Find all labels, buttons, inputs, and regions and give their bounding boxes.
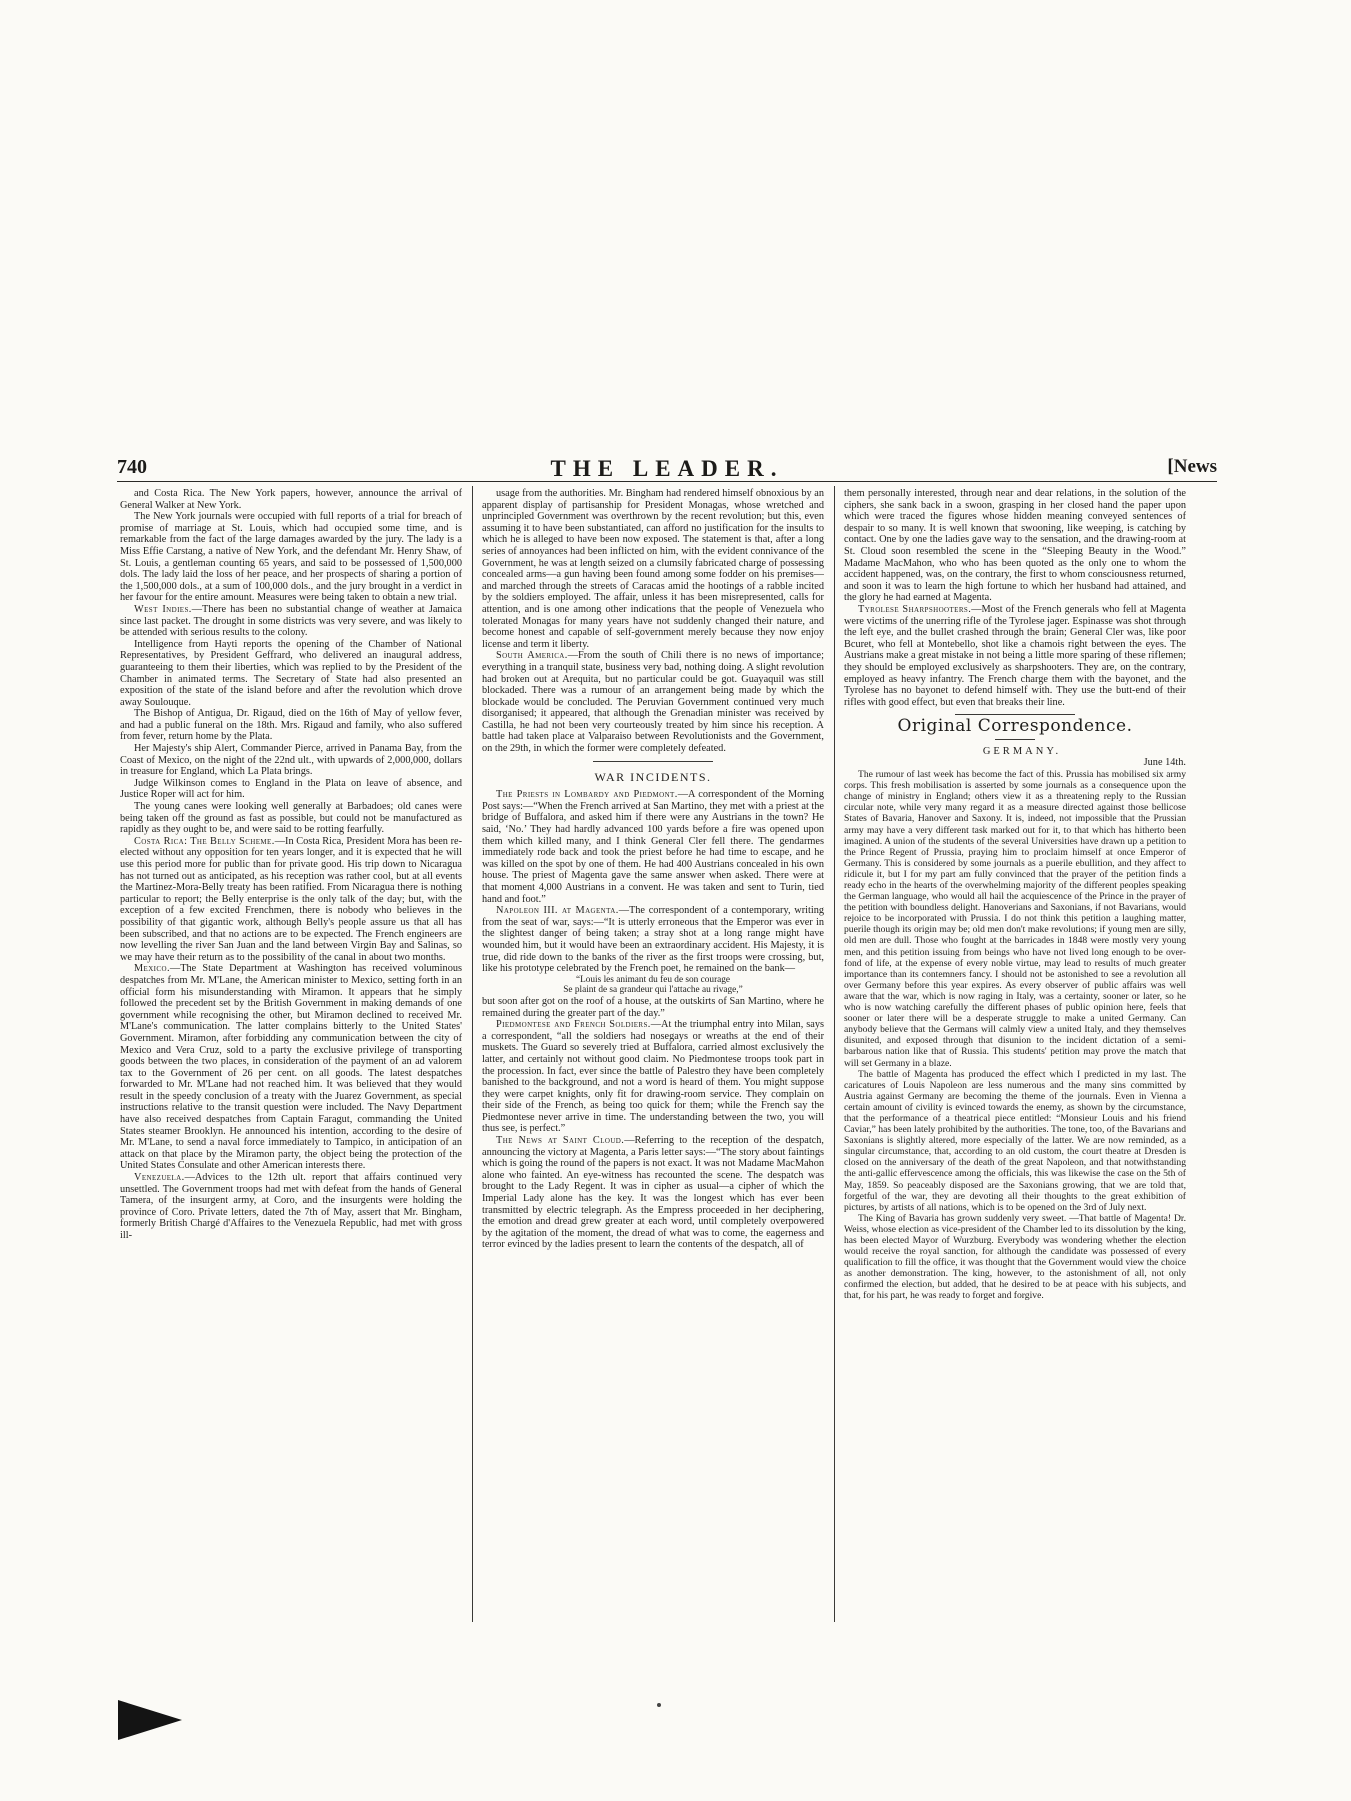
paragraph-text: but soon after got on the roof of a house, at the outskirts of San Martino, where he remained during the greater part of the day.” <box>482 995 824 1019</box>
paragraph-text: and Costa Rica. The New York papers, however, announce the arrival of General Walker at New York. <box>120 488 462 511</box>
article-paragraph <box>120 639 462 709</box>
column-3 <box>844 488 1186 1688</box>
article-paragraph <box>120 604 462 639</box>
article-paragraph <box>120 743 462 778</box>
paragraph-text: usage from the authorities. Mr. Bingham had rendered himself obnoxious by an apparent display of partisanship for President Monagas, whose wretched and unprincipled Government was overthrown by the recent revolution; but this, even assuming it to have been substantiated, can afford no justification for the insults to which he is alleged to have been now exposed. The statement is that, after a long series of annoyances had been inflicted on him, with the evident connivance of the Government, he was at length seized on a clumsily fabricated charge of possessing concealed arms—a gun having been found among some fodder on his premises—and marched through the streets of Caracas amid the hootings of a rabble incited by the soldiers employed. The affair, unless it has been misrepresented, calls for attention, and is one among other indications that the people of Venezuela who tolerated Monagas for many years have not suddenly changed their nature, and become honest and capable of self-government merely because they now enjoy license and term it liberty. <box>482 488 824 650</box>
divider <box>955 714 1075 715</box>
paragraph-lead: South America. <box>496 650 568 662</box>
paragraph-text: Intelligence from Hayti reports the opening of the Chamber of National Representatives, by President Geffrard, who delivered an inaugural address, guaranteeing to them their liberties, which was replied to by the President of the Chamber in animated terms. The Secretary of State had also presented an exposition of the state of the island before and after the revolution which drove away Soulouque. <box>120 638 462 708</box>
article-paragraph <box>120 801 462 836</box>
paragraph-text: Her Majesty's ship Alert, Commander Pierce, arrived in Panama Bay, from the Coast of Mexico, on the night of the 22nd ult., with upwards of 2,000,000, dollars in treasure for England, which La Plata brings. <box>120 743 462 778</box>
article-paragraph <box>482 650 824 754</box>
verse-line: Se plaint de sa grandeur qui l'attache au rivage,” <box>563 985 743 996</box>
paragraph-text: —In Costa Rica, President Mora has been re-elected without any opposition for ten years longer, and it is expected that he will use this period more for public than for private good. His trip down to Nicaragua has not turned out as anticipated, as his reception was rather cool, but at all events the Martinez-Mora-Belly treaty has been ratified. From Nicaragua there is nothing particular to report; the Belly enterprise is the only talk of the day; but, with the exception of a few excited Frenchmen, there is nobody who believes in the possibility of that gigantic work, although Belly's people assure us that all has been subscribed, and that no actions are to be expected. The French engineers are now levelling the river San Juan and the land between Virgin Bay and Salinas, so we may have their return as to the possibility of the canal in about two months. <box>120 835 462 963</box>
correspondence-heading: Original Correspondence. <box>897 716 1133 737</box>
article-paragraph <box>482 905 824 975</box>
paragraph-text: —At the triumphal entry into Milan, says a correspondent, “all the soldiers had nosegays or wreaths at the end of their muskets. The Guard so severely tried at Buffalora, carried almost exclusively the latter, and certainly not without good claim. No Piedmontese troops took part in the procession. In fact, ever since the battle of Palestro they have been completely banished to the background, and not a word is heard of them. You might suppose they were carpet knights, only fit for drawing-room service. They complain on their side of the French, as being too quick for them; while the French say the Piedmontese never arrive in time. The understanding between the two, you will thus see, is perfect.” <box>482 1019 824 1135</box>
paragraph-text: The rumour of last week has become the fact of this. Prussia has mobilised six army corps. This fresh mobilisation is asserted by some journals as a consequence upon the change of ministry in England; others view it as a threatening reply to the Russian circular note, while very many regard it as a measure directed against those bellicose States of Bavaria, Hanover and Saxony. It is, indeed, not impossible that the Prussian army may have a very different task marked out for it, to that which has hitherto been imagined. A union of the students of the several Universities have drawn up a petition to the Prince Regent of Prussia, praying him to proclaim himself at once Emperor of Germany. This is considered by some journals as a puerile ebullition, and they affect to ridicule it, but I for my part am fully convinced that the prayer of the petition finds a ready echo in the hearts of the overwhelming majority of the different peoples speaking the German language, who would all hail the acquiescence of the Prince in the prayer of the petition with boundless delight. Hanoverians and Saxonians, if not Bavarians, would rejoice to be incorporated with Prussia. I do not think this petition a laughing matter, puerile though its origin may be; old men don't make revolutions; if young men are silly, old men are dull. Those who fought at the barricades in 1848 were mostly very young men, and this petition issuing from beings who have not lived long enough to be over-fond of life, at the expense of every noble virtue, may lead to results of much greater importance than its contemners fancy. I should not be astonished to see a revolution all over Germany before this year expires. As every observer of public affairs was well aware that the war, which is now raging in Italy, was a certainty, sooner or later, so he who is now watching carefully the different phases of public opinion here, feels that sooner or later there will be a desperate struggle to make a united Germany. Can anybody believe that the Germans will calmly view a united Italy, and they themselves disunited, and exposed through that disunion to the incident dictation of a semi-barbarous nation like that of Russia. This students' petition may prove the match that will set Germany in a blaze. <box>844 769 1186 1069</box>
paragraph-text: —Most of the French generals who fell at Magenta were victims of the unerring rifle of the Tyrolese jager. Espinasse was shot through the left eye, and the bullet crashed through the brain; General Cler was, like poor Bcuret, who fell at Montebello, shot like a chamois right between the eyes. The Austrians make a great mistake in not being a little more sparing of these riflemen; they should be employed exclusively as sharpshooters. They are, on the contrary, employed as heavy infantry. The French charge them with the bayonet, and the Tyrolese has no bayonet to defend himself with. They use the butt-end of their rifles with good effect, but even that breaks their line. <box>844 603 1186 708</box>
paragraph-lead: Piedmontese and French Soldiers. <box>496 1019 651 1031</box>
column-1 <box>120 488 462 1688</box>
article-paragraph <box>120 708 462 743</box>
column-rule <box>834 486 835 1622</box>
paragraph-text: The Bishop of Antigua, Dr. Rigaud, died on the 16th of May of yellow fever, and had a public funeral on the 18th. Mrs. Rigaud and family, who also suffered from fever, return home by the Plata. <box>120 708 462 743</box>
paragraph-lead: Napoleon III. at Magenta. <box>496 905 619 917</box>
newspaper-title: THE LEADER. <box>550 456 784 481</box>
article-paragraph <box>844 488 1186 604</box>
paragraph-text: Judge Wilkinson comes to England in the Plata on leave of absence, and Justice Roper will act for him. <box>120 777 462 801</box>
paragraph-text: —A correspondent of the Morning Post says:—“When the French arrived at San Martino, they met with a priest at the bridge of Buffalora, and asked him if there were any Austrians in the town? He said, ‘No.’ They had hardly advanced 100 yards before a fire was opened upon them which killed many, and I think General Cler fell there. The gendarmes immediately rode back and took the priest before he had time to escape, and he was killed on the spot by one of them. He had 400 Austrians concealed in his own house. The priest of Magenta gave the same answer when asked. There were at that moment 4,000 Austrians in a convent. He was taken and sent to Turin, tied hand and foot.” <box>482 789 824 905</box>
article-paragraph <box>844 769 1186 1069</box>
article-paragraph <box>482 1135 824 1251</box>
paragraph-text: The young canes were looking well generally at Barbadoes; old canes were being taken off the ground as fast as possible, but could not be manufactured as rapidly as they ought to be, and were said to be rotting fearfully. <box>120 801 462 836</box>
correspondence-date: June 14th. <box>1143 757 1186 769</box>
column-rule <box>472 486 473 1622</box>
article-paragraph <box>120 963 462 1172</box>
article-paragraph <box>120 488 462 511</box>
paragraph-lead: Costa Rica: The Belly Scheme. <box>134 835 275 847</box>
divider <box>593 761 713 762</box>
article-paragraph <box>844 1069 1186 1213</box>
page-number: 740 <box>117 456 147 478</box>
article-paragraph <box>844 604 1186 708</box>
paragraph-text: —The State Department at Washington has received voluminous despatches from Mr. M'Lane, the American minister to Mexico, setting forth in an official form his misunderstanding with Miramon. It appears that he simply followed the precedent set by the British Government in making demands of one government while recognising the other, but Miramon declined to received Mr. M'Lane's communication. The latter complains bitterly to the United States' Government. Miramon, after forbidding any communication between the city of Mexico and Vera Cruz, sold to a party the exclusive privilege of transporting goods between the two places, in consideration of the payment of an ad valorem tax to the Government of 26 per cent. on all goods. The latest despatches forwarded to Mr. M'Lane had not reached him. It was believed that they would result in the speedy conclusion of a treaty with the Juarez Government, as special instructions relative to the transit question were included. The Navy Department have also received despatches from Captain Faragut, commanding the United States steamer Brooklyn. He announced his intention, according to the desire of Mr. M'Lane, to send a naval force immediately to Tampico, in anticipation of an attack on that place by the Miramon party, the object being the protection of the United States Consulate and other American interests there. <box>120 963 462 1172</box>
divider <box>995 739 1035 740</box>
paragraph-lead: Venezuela. <box>134 1172 185 1184</box>
article-paragraph <box>482 1019 824 1135</box>
masthead <box>117 456 1217 482</box>
paragraph-lead: The Priests in Lombardy and Piedmont. <box>496 789 678 801</box>
article-paragraph <box>844 1213 1186 1302</box>
article-paragraph <box>482 996 824 1019</box>
page-marker-arrow <box>118 1700 182 1740</box>
article-paragraph <box>120 511 462 604</box>
article-paragraph <box>120 836 462 964</box>
paragraph-text: —Advices to the 12th ult. report that affairs continued very unsettled. The Government troops had met with defeat from the hands of General Tamera, of the insurgent army, at Coro, and the insurgents were holding the province of Coro. Private letters, dated the 7th of May, assert that Mr. Bingham, formerly British Chargé d'Affaires to the Venezuela Republic, had met with gross ill- <box>120 1172 462 1241</box>
ink-spot <box>657 1703 661 1707</box>
paragraph-text: The battle of Magenta has produced the effect which I predicted in my last. The caricatures of Louis Napoleon are less numerous and the many sins committed by Austria against Germany are becoming the theme of the journals. Even in Vienna a certain amount of civility is evinced towards the enemy, as shown by the circumstance, that the performance of a theatrical piece entitled: “Monsieur Louis and his friend Caviar,” has been lately prohibited by the authorities. The tone, too, of the Bavarians and Saxonians is slightly altered, more especially of the latter. We are now reminded, as a singular circumstance, that, according to an old custom, the court theatre at Dresden is closed on the anniversary of the death of the great Napoleon, and that notwithstanding the anti-gallic effervescence among the officials, this was likewise the case on the 5th of May, 1859. So peaceably disposed are the Saxonians growing, that we are told that, forgetful of the war, they are devoting all their thoughts to the great exhibition of pictures, by artists of all nations, which is to be opened on the 3rd of July next. <box>844 1068 1186 1213</box>
paragraph-text: them personally interested, through near and dear relations, in the solution of the ciphers, she sank back in a swoon, grasping in her closed hand the paper upon which were traced the figures whose hidden meaning conveyed sentences of despair to so many. It is well known that swooning, like weeping, is catching by contact. One by one the ladies gave way to the sensation, and the drawing-room at St. Cloud soon resembled the scene in the “Sleeping Beauty in the Wood.” Madame MacMahon, who who has been quoted as the only one to whom the accident happened, was, on the contrary, the first to whom consciousness returned, and soon it was to learn the high fortune to which her husband had attained, and the glory he had earned at Magenta. <box>844 488 1186 604</box>
correspondence-country: GERMANY. <box>982 745 1062 757</box>
paragraph-lead: West Indies. <box>134 603 192 615</box>
article-paragraph <box>120 1172 462 1242</box>
paragraph-text: The King of Bavaria has grown suddenly very sweet. —That battle of Magenta! Dr. Weiss, whose election as vice-president of the Chamber led to its dissolution by the king, has been elected Mayor of Wurzburg. Everybody was wondering whether the election would receive the royal sanction, for although the candidate was possessed of every qualification to fill the office, it was thought that the Government would view the choice as another demonstration. The king, however, to the astonishment of all, not only confirmed the election, but added, that he desired to be at peace with his subjects, and that, for his part, he was ready to forget and forgive. <box>844 1212 1186 1302</box>
paragraph-lead: Tyrolese Sharpshooters. <box>858 603 972 615</box>
article-paragraph <box>482 488 824 650</box>
paragraph-text: —The correspondent of a contemporary, writing from the seat of war, says:—“It is utterly erroneous that the Emperor was ever in the slightest danger of being taken; a stray shot at a long range might have wounded him, but it would have been an extraordinary accident. His Majesty, it is true, did ride down to the banks of the river as the first troops were crossing, but, like his prototype celebrated by the French poet, he remained on the bank— <box>482 905 824 975</box>
article-paragraph <box>120 778 462 801</box>
column-2 <box>482 488 824 1688</box>
paragraph-text: —From the south of Chili there is no news of importance; everything in a tranquil state, business very bad, nothing doing. A slight revolution had broken out at Arequita, but no particular could be got. Guayaquil was still blockaded. There was a rumour of an arrangement being made by which the blockade would be concluded. The Peruvian Government continued very much disorganised; it appeared, that although the Grenadian minister was received by Castilla, he had not been very courteously treated by him since his reception. A battle had taken place at Valparaiso between Revolutionists and the Government, on the 29th, in which the former were completely defeated. <box>482 650 824 755</box>
paragraph-text: The New York journals were occupied with full reports of a trial for breach of promise of marriage at St. Louis, which had occupied some time, and is remarkable from the fact of the large damages awarded by the jury. The lady is a Miss Effie Carstang, a native of New York, and the defendant Mr. Henry Shaw, of St. Louis, a gentleman counting 65 years, and said to be possessed of 1,500,000 dols. The lady laid the loss of her peace, and her prospects of sharing a portion of the 1,500,000 dols., at a sum of 100,000 dols., and the jury brought in a verdict in her favour for the entire amount. Measures were being taken to obtain a new trial. <box>120 511 462 604</box>
war-incidents-heading: WAR INCIDENTS. <box>594 769 712 784</box>
paragraph-text: —There has been no substantial change of weather at Jamaica since last packet. The drought in some districts was very severe, and was likely to be attended with serious results to the colony. <box>120 603 462 639</box>
paragraph-lead: The News at Saint Cloud. <box>496 1135 625 1147</box>
section-label: [News <box>1167 456 1217 477</box>
paragraph-lead: Mexico. <box>134 963 170 975</box>
verse-line: “Louis les animant du feu de son courage <box>575 974 731 985</box>
paragraph-text: —Referring to the reception of the despatch, announcing the victory at Magenta, a Paris letter says:—“The story about faintings which is going the round of the papers is not exact. It was not Madame MacMahon alone who fainted. An eye-witness has recounted the scene. The despatch was brought to the Lady Regent. It was in cipher as usual—a cipher of which the Imperial Lady alone has the key. It was the longest which has ever been transmitted by electric telegraph. As the Empress proceeded in her deciphering, the emotion and dread grew greater at each word, until completely overpowered by the agitation of the moment, the dread of what was to come, the eagerness and terror evinced by the ladies present to learn the contents of the despatch, all of <box>482 1135 824 1251</box>
article-paragraph <box>482 789 824 905</box>
